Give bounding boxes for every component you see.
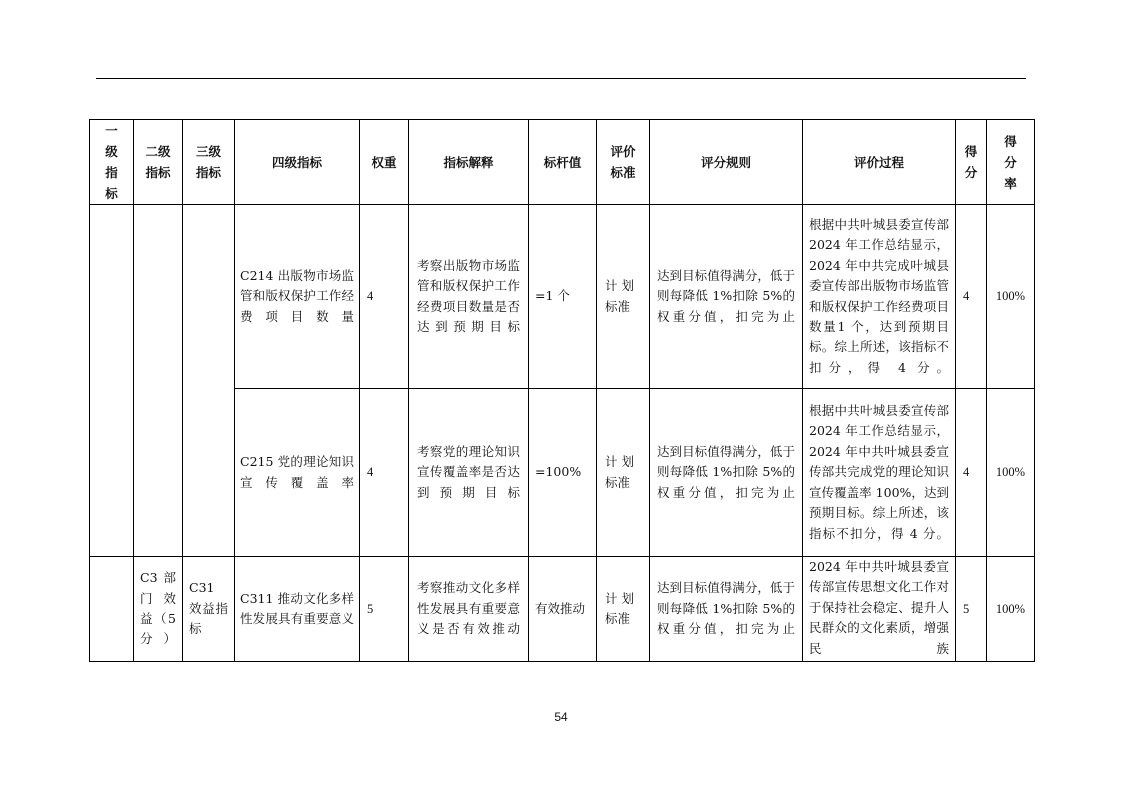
cell-explanation: 考察出版物市场监管和版权保护工作经费项目数量是否达到预期目标 [409,205,529,389]
header-explanation: 指标解释 [409,120,529,205]
cell-process: 根据中共叶城县委宣传部2024 年工作总结显示，2024 年中共叶城县委宣传部共完成党的理论知识宣传覆盖率 100%，达到预期目标。综上所述，该指标不扣分，得 4 分。 [803,389,956,557]
cell-score: 5 [956,557,987,662]
cell-process: 2024 年中共叶城县委宣传部宣传思想文化工作对于保持社会稳定、提升人民群众的文化素质，增强民族 [803,557,956,662]
cell-weight: 4 [360,389,409,557]
cell-rate: 100% [987,557,1035,662]
cell-rule: 达到目标值得满分，低于则每降低 1%扣除 5%的权重分值，扣完为止 [650,389,803,557]
cell-explanation: 考察推动文化多样性发展具有重要意义是否有效推动 [409,557,529,662]
header-level3: 三级指标 [183,120,235,205]
cell-benchmark: 有效推动 [529,557,597,662]
header-level4: 四级指标 [235,120,360,205]
cell-level4: C215 党的理论知识宣传覆盖率 [235,389,360,557]
cell-level4: C214 出版物市场监管和版权保护工作经费项目数量 [235,205,360,389]
cell-standard: 计 划 标准 [597,557,650,662]
cell-weight: 4 [360,205,409,389]
header-rule [96,78,1026,79]
cell-standard: 计 划 标准 [597,389,650,557]
table-row [90,205,1035,389]
header-benchmark: 标杆值 [529,120,597,205]
cell-benchmark: =1 个 [529,205,597,389]
header-score: 得分 [956,120,987,205]
cell-weight: 5 [360,557,409,662]
cell-level3 [183,205,235,557]
table-row [90,557,1035,662]
cell-process: 根据中共叶城县委宣传部2024 年工作总结显示，2024 年中共完成叶城县委宣传部出版物市场监管和版权保护工作经费项目数量1 个，达到预期目标。综上所述，该指标不扣分，得 4 分。 [803,205,956,389]
page-number: 54 [554,710,568,724]
cell-explanation: 考察党的理论知识宣传覆盖率是否达到预期目标 [409,389,529,557]
cell-level3: C31 效益指标 [183,557,235,662]
cell-rate: 100% [987,389,1035,557]
cell-level4: C311 推动文化多样性发展具有重要意义 [235,557,360,662]
cell-rule: 达到目标值得满分，低于则每降低 1%扣除 5%的权重分值，扣完为止 [650,205,803,389]
table-header-row [90,120,1035,205]
cell-benchmark: =100% [529,389,597,557]
cell-rule: 达到目标值得满分，低于则每降低 1%扣除 5%的权重分值，扣完为止 [650,557,803,662]
cell-level2: C3 部门效益（5 分） [134,557,183,662]
header-rule: 评分规则 [650,120,803,205]
cell-score: 4 [956,205,987,389]
header-process: 评价过程 [803,120,956,205]
cell-level2 [134,205,183,557]
header-level1: 一级指标 [90,120,134,205]
header-weight: 权重 [360,120,409,205]
header-rate: 得分率 [987,120,1035,205]
cell-level1 [90,205,134,557]
cell-standard: 计 划 标准 [597,205,650,389]
header-level2: 二级指标 [134,120,183,205]
cell-level1 [90,557,134,662]
cell-rate: 100% [987,205,1035,389]
header-standard: 评价标准 [597,120,650,205]
cell-score: 4 [956,389,987,557]
evaluation-table [89,119,1035,662]
